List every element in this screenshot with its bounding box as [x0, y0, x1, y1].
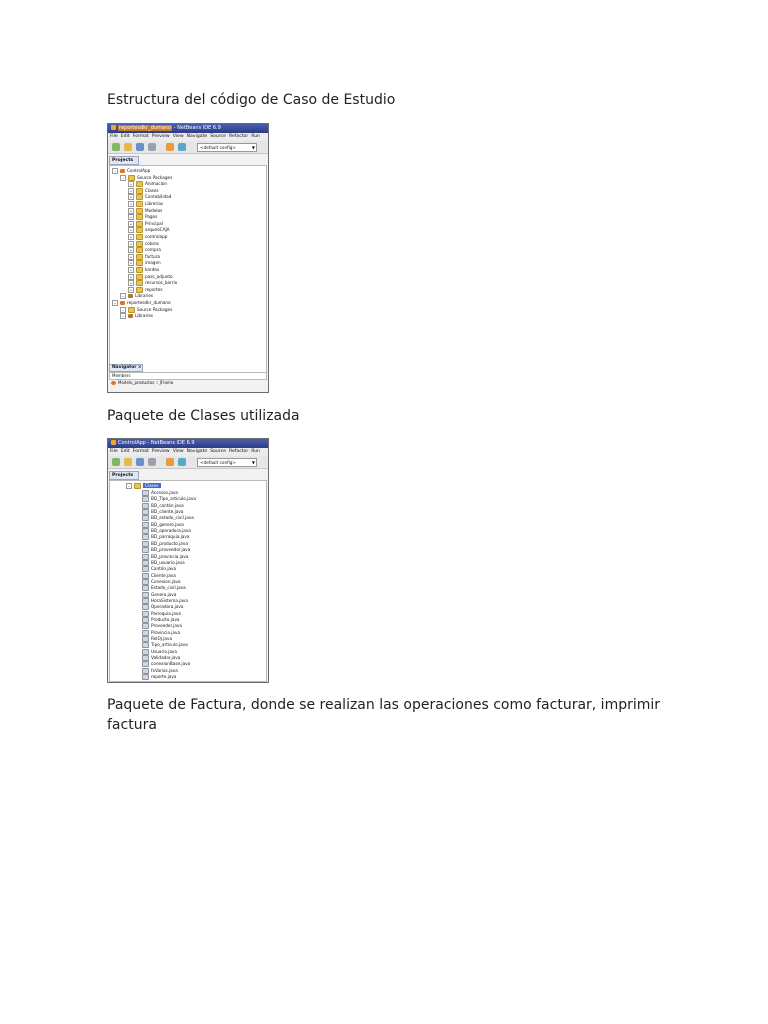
expand-icon: +: [129, 248, 133, 253]
tree-node: [128, 280, 177, 286]
collapse-icon: −: [127, 484, 131, 488]
tree-file: [142, 642, 188, 648]
tree-node: [128, 274, 173, 280]
java-file-icon: [142, 636, 149, 642]
menu-item-edit: Edit: [120, 449, 130, 454]
tree-file-label: BD_estado_civil.java: [151, 515, 194, 521]
tree-node: [112, 168, 150, 174]
tree-file-label: BD_genero.java: [151, 521, 184, 527]
tree-file-label: fxVarios.java: [151, 667, 178, 673]
menu-item-refactor: Refactor: [228, 134, 249, 139]
menu-item-file: File: [110, 134, 118, 139]
menu-item-preview: Preview: [151, 449, 170, 454]
menu-item-navigate: Navigate: [186, 134, 208, 139]
tree-file: [142, 630, 180, 636]
menu-item-refactor: Refactor: [228, 449, 249, 454]
package-icon: [136, 201, 143, 207]
java-file-icon: [142, 541, 149, 547]
java-file-icon: [142, 598, 149, 604]
tree-node-label: ControlApp: [127, 168, 151, 173]
tree-file: [142, 617, 180, 623]
tree-node-label: imagen: [145, 260, 161, 266]
navigator-members-value: Members: [112, 373, 131, 378]
java-file-icon: [142, 623, 149, 629]
tree-file: [142, 598, 188, 604]
expand-icon: +: [129, 274, 133, 279]
collapse-icon: −: [121, 294, 125, 299]
tree-file: [142, 611, 181, 617]
new-project-icon: [124, 458, 132, 466]
expand-icon: +: [129, 268, 133, 272]
config-value: <default config>: [200, 145, 236, 150]
tree-file-label: Estado_civil.java: [151, 585, 186, 591]
tree-file-label: Producto.java: [151, 617, 180, 622]
java-file-icon: [142, 604, 149, 610]
java-file-icon: [142, 617, 149, 623]
tree-node-label: factura: [145, 253, 160, 259]
menu-bar: [108, 133, 268, 141]
tree-file: [142, 560, 185, 566]
package-icon: [136, 280, 143, 286]
tree-file: [142, 604, 183, 610]
heading-estructura: Estructura del código de Caso de Estudio: [107, 92, 396, 108]
tree-node-label: recursos_barrio: [145, 280, 178, 286]
tree-file-label: BD_cantón.java: [151, 502, 184, 508]
library-icon: [128, 314, 133, 318]
tree-file: [142, 655, 180, 661]
java-file-icon: [142, 566, 149, 572]
package-icon: [136, 194, 143, 200]
window-titlebar: [108, 124, 268, 133]
tree-node: [128, 287, 163, 293]
java-file-icon: [142, 585, 149, 591]
tree-file-label: HoraSistema.java: [151, 597, 188, 603]
java-file-icon: [142, 554, 149, 560]
config-select: [197, 458, 257, 467]
collapse-icon: −: [121, 314, 125, 319]
expand-icon: +: [129, 287, 133, 292]
package-icon: [136, 181, 143, 187]
tree-file: [142, 668, 178, 674]
menu-item-file: File: [110, 449, 118, 454]
java-file-icon: [142, 515, 149, 521]
tree-node-label: cobros: [145, 240, 159, 246]
expand-icon: +: [129, 281, 133, 286]
tree-file-label: BD_parroquia.java: [151, 534, 190, 540]
window-title-project: reportesdkr_dumano: [119, 125, 172, 131]
java-file-icon: [142, 642, 149, 648]
tree-file-label: BD_Tipo_articulo.java: [151, 496, 196, 502]
tree-node: [120, 175, 172, 181]
tree-file: [142, 674, 176, 680]
tree-node-label: Source Packages: [137, 306, 173, 312]
tree-node-package: [126, 483, 161, 489]
project-icon: [120, 169, 125, 173]
java-file-icon: [142, 534, 149, 540]
tree-file: [142, 534, 189, 540]
tree-file: [142, 528, 191, 534]
library-icon: [128, 294, 133, 298]
package-icon: [136, 247, 143, 253]
tree-file: [142, 554, 188, 560]
tree-node-label: Clases: [145, 483, 159, 488]
package-icon: [136, 254, 143, 260]
heading-paquete-clases: Paquete de Clases utilizada: [107, 408, 300, 424]
tree-node-label: Libraries: [135, 293, 154, 299]
menu-item-run: Run: [251, 449, 261, 454]
expand-icon: +: [129, 208, 133, 213]
collapse-icon: −: [113, 301, 117, 305]
tree-file-label: Usuario.java: [151, 648, 177, 654]
tree-file: [142, 592, 176, 598]
tree-node: [128, 241, 159, 247]
menu-bar: [108, 448, 268, 456]
tree-file-label: Cantón.java: [151, 566, 177, 572]
classes-tree-panel: [109, 480, 267, 682]
tree-node: [120, 307, 172, 313]
tree-file-label: BD_cliente.java: [151, 509, 184, 515]
tab-navigator: Navigator ×: [109, 364, 143, 372]
expand-icon: +: [129, 215, 133, 220]
tree-file-label: Operadora.java: [151, 604, 184, 610]
tree-node-label: Contabilidad: [145, 194, 172, 200]
navigator-item-label: Modelo_productos :: JFrame: [118, 380, 174, 385]
tree-file: [142, 541, 188, 547]
menu-item-source: Source: [210, 449, 226, 454]
netbeans-app-icon: [111, 440, 116, 445]
tree-node-label: reportes: [145, 286, 163, 292]
package-icon: [128, 175, 135, 181]
navigator-item: [111, 380, 173, 386]
java-file-icon: [142, 668, 149, 674]
new-project-icon: [124, 143, 132, 151]
package-icon: [136, 188, 143, 194]
tree-file: [142, 547, 190, 553]
tree-node: [128, 247, 161, 253]
tree-node-label: pass_adjunto: [145, 273, 173, 279]
collapse-icon: −: [121, 307, 125, 312]
package-icon: [136, 234, 143, 240]
package-icon: [136, 221, 143, 227]
tree-node-label: Animacion: [145, 181, 168, 187]
expand-icon: +: [129, 228, 133, 233]
expand-icon: +: [129, 235, 133, 239]
tree-node: [128, 214, 157, 220]
save-all-icon: [148, 143, 156, 151]
tree-node: [128, 234, 167, 240]
package-icon: [134, 483, 141, 489]
menu-item-run: Run: [251, 134, 261, 139]
expand-icon: +: [129, 241, 133, 246]
package-icon: [128, 307, 135, 313]
java-file-icon: [142, 547, 149, 553]
tree-node-label: Pagos: [145, 214, 158, 220]
save-all-icon: [148, 458, 156, 466]
tree-node-label: Libraries: [135, 313, 154, 319]
tree-node: [128, 194, 171, 200]
window-titlebar: [108, 439, 268, 448]
tree-node-label: Clases: [145, 187, 159, 193]
java-file-icon: [142, 661, 149, 667]
navigator-members-select: [109, 372, 267, 380]
netbeans-app-icon: [111, 125, 116, 130]
tab-projects: Projects: [109, 156, 139, 165]
menu-item-view: View: [172, 449, 184, 454]
chevron-down-icon: ▼: [251, 145, 255, 150]
expand-icon: +: [129, 195, 133, 200]
tree-node: [128, 208, 162, 214]
tree-node-label: kardex: [145, 267, 160, 272]
tree-file: [142, 515, 194, 521]
tree-node-label: Modelos: [145, 207, 163, 213]
menu-item-source: Source: [210, 134, 226, 139]
java-file-icon: [142, 496, 149, 502]
tree-file-label: conexionBase.java: [151, 661, 191, 667]
heading-paquete-factura: Paquete de Factura, donde se realizan las operaciones como facturar, imprimir factura: [107, 697, 661, 733]
java-file-icon: [142, 611, 149, 617]
tree-file: [142, 661, 190, 667]
tree-node: [128, 181, 167, 187]
tree-file: [142, 566, 176, 572]
projects-tree-panel: [109, 165, 267, 373]
tree-file-label: Cliente.java: [151, 572, 176, 578]
window-title-app: - NetBeans IDE 6.9: [172, 125, 221, 131]
tree-node: [128, 188, 159, 194]
tree-node: [120, 293, 153, 299]
config-value: <default config>: [200, 460, 236, 465]
java-file-icon: [142, 522, 149, 528]
java-file-icon: [142, 573, 149, 579]
expand-icon: +: [129, 254, 133, 259]
java-file-icon: [142, 528, 149, 534]
tree-node-label: Librerias: [145, 201, 163, 206]
netbeans-screenshot-structure: [107, 123, 269, 393]
tree-file-label: Proveedor.java: [151, 623, 182, 629]
tree-node-label: reportesdkr_dumano: [127, 300, 171, 305]
tree-file-label: BD_provincia.java: [151, 553, 189, 559]
open-project-icon: [136, 458, 144, 466]
menu-item-format: Format: [132, 134, 149, 139]
menu-item-navigate: Navigate: [186, 449, 208, 454]
window-title-project: ControlApp: [118, 440, 146, 446]
package-icon: [136, 260, 143, 266]
tree-node: [128, 254, 160, 260]
expand-icon: +: [129, 188, 133, 193]
expand-icon: +: [129, 261, 133, 266]
toolbar: [108, 141, 268, 154]
redo-icon: [178, 143, 186, 151]
tree-file-label: reporte.java: [151, 674, 177, 680]
tree-file-label: BD_proveedor.java: [151, 547, 191, 553]
chevron-down-icon: ▼: [251, 460, 255, 465]
tree-file-label: Tipo_articulo.java: [151, 642, 188, 648]
java-file-icon: [142, 674, 149, 680]
menu-item-format: Format: [132, 449, 149, 454]
java-file-icon: [142, 579, 149, 585]
expand-icon: +: [129, 182, 133, 187]
tree-file-label: BD_usuario.java: [151, 559, 185, 565]
tree-node: [128, 227, 169, 233]
java-file-icon: [142, 490, 149, 496]
toolbar: [108, 456, 268, 469]
tree-file: [142, 649, 177, 655]
undo-icon: [166, 458, 174, 466]
tree-file-label: Parroquia.java: [151, 610, 181, 616]
package-icon: [136, 214, 143, 220]
expand-icon: +: [129, 221, 133, 226]
collapse-icon: −: [113, 169, 117, 173]
package-icon: [136, 274, 143, 280]
tree-file: [142, 636, 172, 642]
netbeans-screenshot-classes: [107, 438, 269, 683]
package-icon: [136, 287, 143, 293]
tree-file-label: Validador.java: [151, 655, 181, 661]
tree-node: [112, 300, 171, 306]
tree-file: [142, 585, 186, 591]
java-file-icon: [142, 503, 149, 509]
tree-node-label: Principal: [145, 220, 163, 226]
tree-node: [128, 221, 163, 227]
tree-file-label: Genero.java: [151, 591, 177, 597]
package-icon: [136, 241, 143, 247]
window-title-app: - NetBeans IDE 6.9: [145, 440, 195, 446]
tree-file: [142, 503, 184, 509]
new-file-icon: [112, 458, 120, 466]
tree-file: [142, 623, 182, 629]
expand-icon: +: [129, 202, 133, 206]
tree-node-label: compra: [145, 247, 161, 253]
tree-node-label: arqueoCAJA: [145, 227, 170, 233]
tree-file: [142, 522, 184, 528]
tree-file: [142, 573, 176, 579]
menu-item-view: View: [172, 134, 184, 139]
java-file-icon: [142, 630, 149, 636]
tree-file-label: Accesos.java: [151, 490, 179, 495]
form-icon: [111, 381, 116, 385]
tree-node-label: Source Packages: [137, 174, 173, 180]
tree-node: [120, 313, 153, 319]
tree-node: [128, 260, 161, 266]
tree-file-label: Conexion.java: [151, 578, 181, 584]
collapse-icon: −: [121, 175, 125, 180]
config-select: [197, 143, 257, 152]
tree-file-label: RelOj.java: [151, 636, 173, 642]
package-icon: [136, 208, 143, 214]
tree-file-label: BD_operadora.java: [151, 528, 191, 534]
tree-node-label: controlapp: [145, 234, 168, 239]
menu-item-edit: Edit: [120, 134, 130, 139]
tree-file: [142, 579, 181, 585]
tree-file: [142, 509, 183, 515]
java-file-icon: [142, 509, 149, 515]
tree-file-label: Provincia.java: [151, 629, 181, 635]
tree-file: [142, 490, 178, 496]
menu-item-preview: Preview: [151, 134, 170, 139]
package-icon: [136, 227, 143, 233]
java-file-icon: [142, 592, 149, 598]
java-file-icon: [142, 560, 149, 566]
java-file-icon: [142, 649, 149, 655]
tree-file: [142, 496, 196, 502]
new-file-icon: [112, 143, 120, 151]
package-icon: [136, 267, 143, 273]
tree-node: [128, 267, 159, 273]
redo-icon: [178, 458, 186, 466]
tree-node: [128, 201, 163, 207]
tree-file-label: BD_producto.java: [151, 540, 188, 546]
java-file-icon: [142, 655, 149, 661]
project-icon: [120, 301, 125, 305]
undo-icon: [166, 143, 174, 151]
tab-projects: Projects: [109, 471, 139, 480]
open-project-icon: [136, 143, 144, 151]
